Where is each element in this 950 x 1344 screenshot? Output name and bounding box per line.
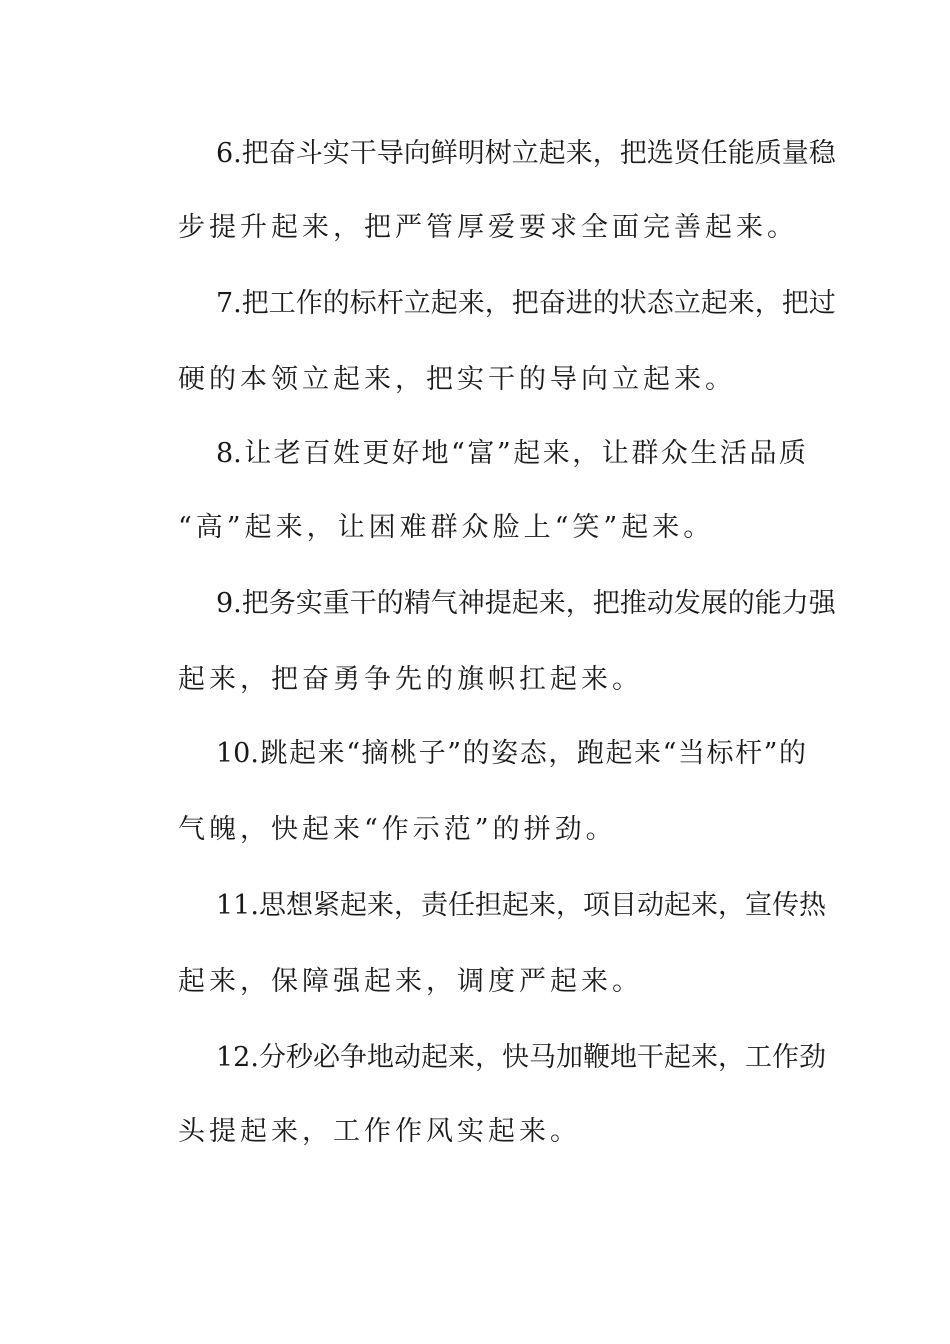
paragraph-line: 8.让老百姓更好地“富”起来，让群众生活品质: [216, 438, 806, 469]
paragraph-line: 10.跳起来“摘桃子”的姿态，跑起来“当标杆”的: [216, 738, 806, 769]
paragraph-line: 起来，保障强起来，调度严起来。: [178, 966, 643, 997]
paragraph-line: 11.思想紧起来，责任担起来，项目动起来，宣传热: [216, 890, 826, 921]
paragraph-line: 9.把务实重干的精气神提起来，把推动发展的能力强: [216, 588, 836, 619]
paragraph-line: 步提升起来，把严管厚爱要求全面完善起来。: [178, 212, 798, 243]
paragraph-line: 气魄，快起来“作示范”的拼劲。: [178, 814, 617, 845]
paragraph-line: 6.把奋斗实干导向鲜明树立起来，把选贤任能质量稳: [216, 138, 836, 169]
paragraph-line: 12.分秒必争地动起来，快马加鞭地干起来，工作劲: [216, 1042, 826, 1073]
paragraph-line: “高”起来，让困难群众脸上“笑”起来。: [178, 512, 715, 543]
paragraph-line: 7.把工作的标杆立起来，把奋进的状态立起来，把过: [216, 288, 836, 319]
paragraph-line: 头提起来，工作作风实起来。: [178, 1116, 581, 1147]
paragraph-line: 起来，把奋勇争先的旗帜扛起来。: [178, 664, 643, 695]
paragraph-line: 硬的本领立起来，把实干的导向立起来。: [178, 364, 736, 395]
